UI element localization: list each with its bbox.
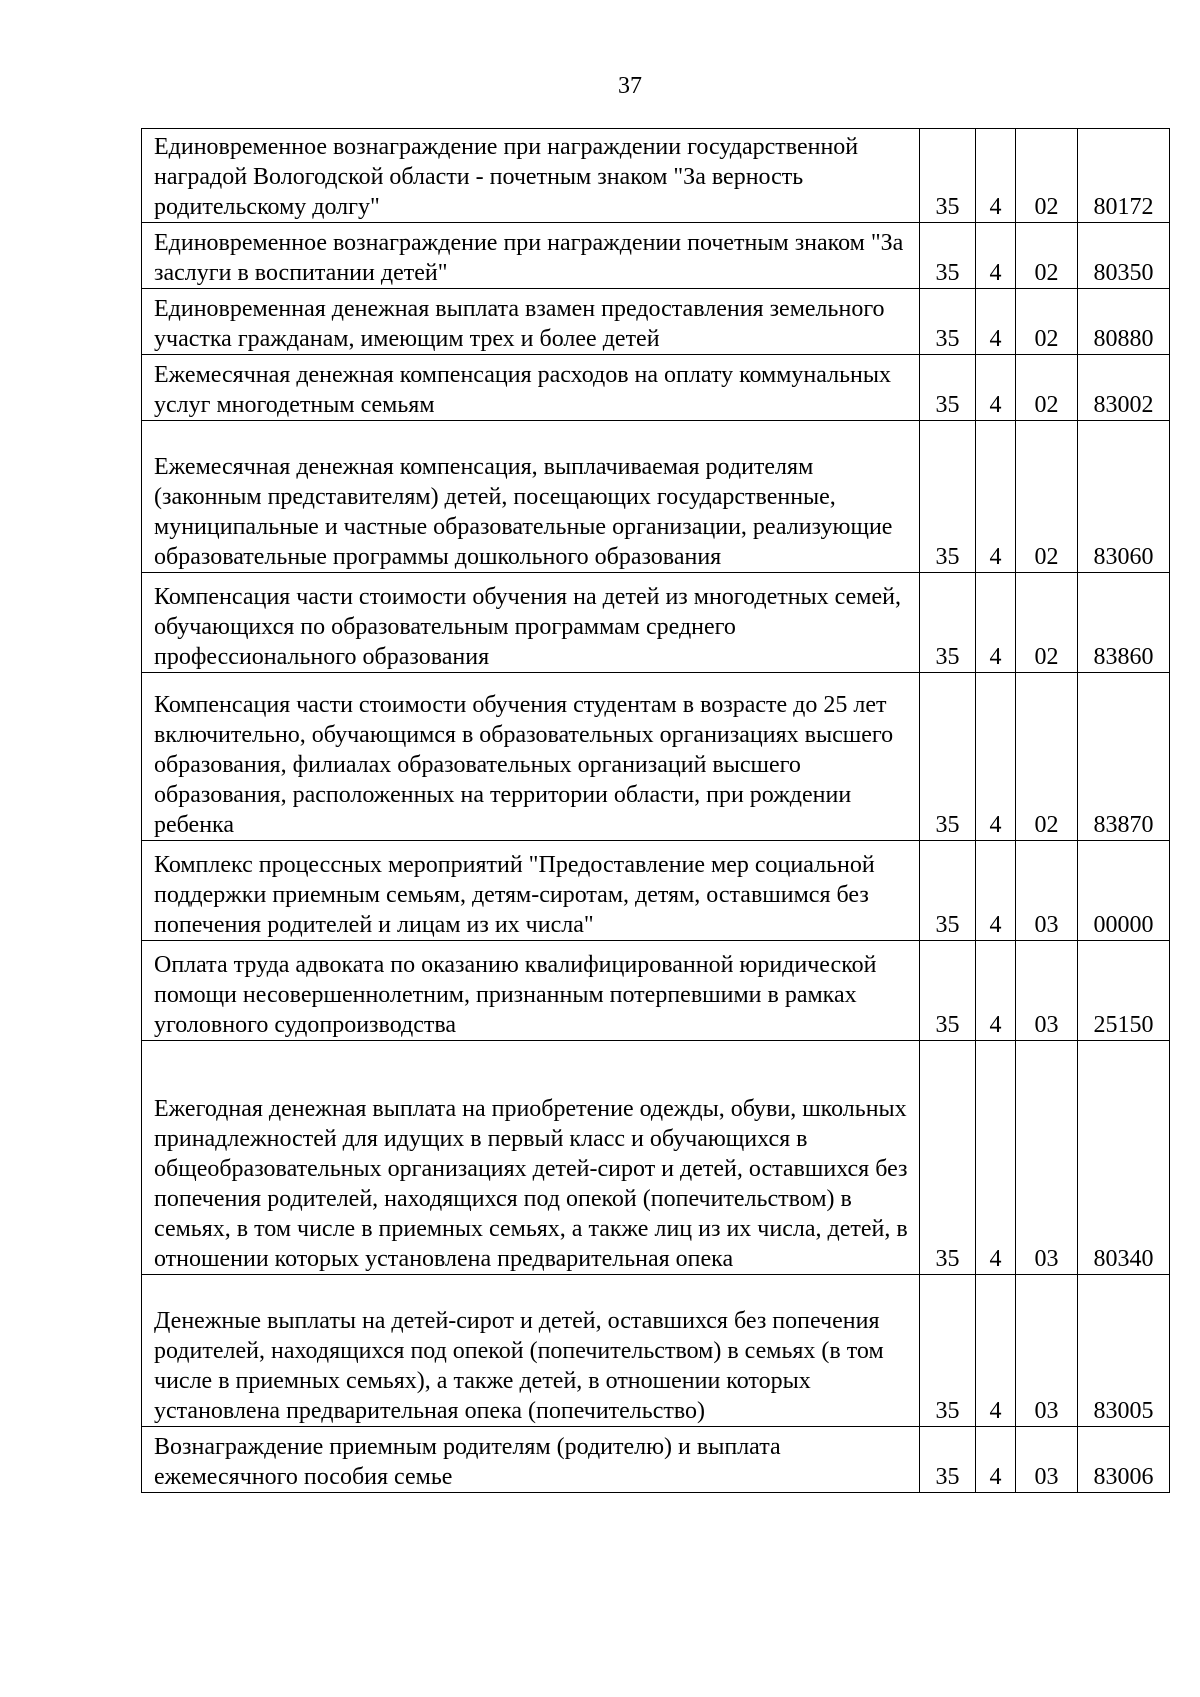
code-cell-1: 35 xyxy=(920,129,976,223)
code-cell-3: 02 xyxy=(1016,421,1078,573)
row-name: Единовременное вознаграждение при награждении государственной наградой Вологодской области - почетным знаком "За верность родительскому долгу" xyxy=(142,129,920,223)
code-cell-1: 35 xyxy=(920,941,976,1041)
code-cell-3: 02 xyxy=(1016,673,1078,841)
page-number: 37 xyxy=(618,73,642,99)
row-name: Вознаграждение приемным родителям (родителю) и выплата ежемесячного пособия семье xyxy=(142,1427,920,1493)
code-cell-3: 03 xyxy=(1016,1427,1078,1493)
code-cell-4: 80350 xyxy=(1078,223,1170,289)
code-cell-4: 83870 xyxy=(1078,673,1170,841)
table-row xyxy=(142,355,1170,421)
table-row xyxy=(142,1427,1170,1493)
budget-classification-table xyxy=(141,128,1170,1493)
code-cell-4: 80172 xyxy=(1078,129,1170,223)
table-row xyxy=(142,129,1170,223)
table-row xyxy=(142,223,1170,289)
code-cell-3: 03 xyxy=(1016,1275,1078,1427)
code-cell-2: 4 xyxy=(976,941,1016,1041)
code-cell-4: 83860 xyxy=(1078,573,1170,673)
code-cell-3: 02 xyxy=(1016,573,1078,673)
code-cell-1: 35 xyxy=(920,1427,976,1493)
code-cell-2: 4 xyxy=(976,1041,1016,1275)
code-cell-1: 35 xyxy=(920,673,976,841)
code-cell-3: 03 xyxy=(1016,841,1078,941)
code-cell-3: 03 xyxy=(1016,1041,1078,1275)
code-cell-2: 4 xyxy=(976,573,1016,673)
code-cell-1: 35 xyxy=(920,223,976,289)
code-cell-4: 83060 xyxy=(1078,421,1170,573)
table-row xyxy=(142,1275,1170,1427)
code-cell-1: 35 xyxy=(920,1275,976,1427)
code-cell-1: 35 xyxy=(920,841,976,941)
row-name: Компенсация части стоимости обучения студентам в возрасте до 25 лет включительно, обучающимся в образовательных организациях высшего образования, филиалах образовательных организаций высшего образования, расположенных на территории области, при рождении ребенка xyxy=(142,673,920,841)
row-name: Единовременное вознаграждение при награждении почетным знаком "За заслуги в воспитании детей" xyxy=(142,223,920,289)
row-name: Компенсация части стоимости обучения на детей из многодетных семей, обучающихся по образовательным программам среднего профессионального образования xyxy=(142,573,920,673)
code-cell-2: 4 xyxy=(976,289,1016,355)
code-cell-4: 80880 xyxy=(1078,289,1170,355)
table-row xyxy=(142,673,1170,841)
row-name: Комплекс процессных мероприятий "Предоставление мер социальной поддержки приемным семьям, детям-сиротам, детям, оставшимся без попечения родителей и лицам из их числа" xyxy=(142,841,920,941)
code-cell-3: 02 xyxy=(1016,129,1078,223)
code-cell-1: 35 xyxy=(920,1041,976,1275)
code-cell-2: 4 xyxy=(976,841,1016,941)
code-cell-2: 4 xyxy=(976,1275,1016,1427)
code-cell-2: 4 xyxy=(976,1427,1016,1493)
code-cell-4: 25150 xyxy=(1078,941,1170,1041)
row-name: Денежные выплаты на детей-сирот и детей, оставшихся без попечения родителей, находящихся под опекой (попечительством) в семьях (в том числе в приемных семьях), а также детей, в отношении которых установлена предварительная опека (попечительство) xyxy=(142,1275,920,1427)
code-cell-2: 4 xyxy=(976,673,1016,841)
table-row xyxy=(142,941,1170,1041)
code-cell-4: 83006 xyxy=(1078,1427,1170,1493)
code-cell-2: 4 xyxy=(976,223,1016,289)
code-cell-4: 83002 xyxy=(1078,355,1170,421)
row-name: Ежемесячная денежная компенсация расходов на оплату коммунальных услуг многодетным семьям xyxy=(142,355,920,421)
code-cell-1: 35 xyxy=(920,289,976,355)
code-cell-1: 35 xyxy=(920,573,976,673)
row-name: Оплата труда адвоката по оказанию квалифицированной юридической помощи несовершеннолетним, признанным потерпевшими в рамках уголовного судопроизводства xyxy=(142,941,920,1041)
code-cell-2: 4 xyxy=(976,129,1016,223)
table-row xyxy=(142,841,1170,941)
code-cell-1: 35 xyxy=(920,355,976,421)
code-cell-3: 02 xyxy=(1016,289,1078,355)
code-cell-3: 03 xyxy=(1016,941,1078,1041)
code-cell-4: 83005 xyxy=(1078,1275,1170,1427)
code-cell-2: 4 xyxy=(976,355,1016,421)
table-row xyxy=(142,421,1170,573)
code-cell-2: 4 xyxy=(976,421,1016,573)
row-name: Единовременная денежная выплата взамен предоставления земельного участка гражданам, имеющим трех и более детей xyxy=(142,289,920,355)
code-cell-4: 00000 xyxy=(1078,841,1170,941)
code-cell-1: 35 xyxy=(920,421,976,573)
row-name: Ежегодная денежная выплата на приобретение одежды, обуви, школьных принадлежностей для идущих в первый класс и обучающихся в общеобразовательных организациях детей-сирот и детей, оставшихся без попечения родителей, находящихся под опекой (попечительством) в семьях, в том числе в приемных семьях, а также лиц из их числа, детей, в отношении которых установлена предварительная опека xyxy=(142,1041,920,1275)
code-cell-4: 80340 xyxy=(1078,1041,1170,1275)
row-name: Ежемесячная денежная компенсация, выплачиваемая родителям (законным представителям) детей, посещающих государственные, муниципальные и частные образовательные организации, реализующие образовательные программы дошкольного образования xyxy=(142,421,920,573)
code-cell-3: 02 xyxy=(1016,223,1078,289)
table-row xyxy=(142,573,1170,673)
code-cell-3: 02 xyxy=(1016,355,1078,421)
table-row xyxy=(142,289,1170,355)
table-row xyxy=(142,1041,1170,1275)
